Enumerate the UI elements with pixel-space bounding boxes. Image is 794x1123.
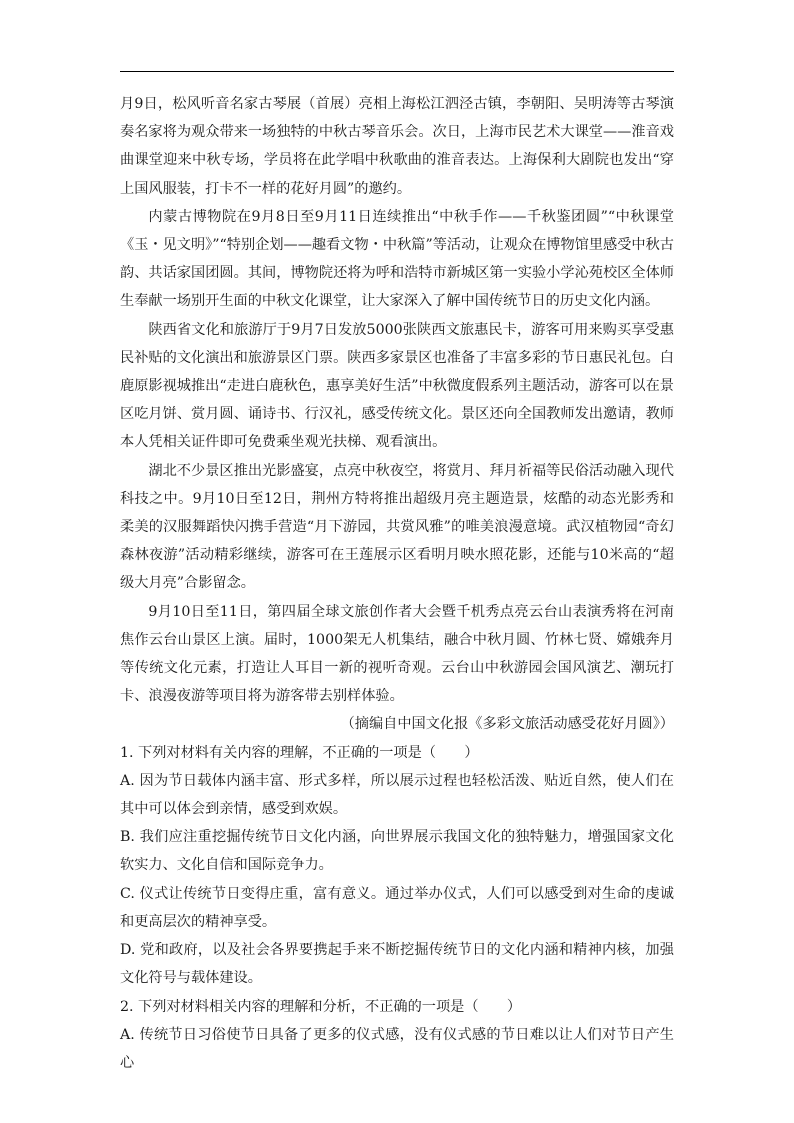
question-1-option-c: C. 仪式让传统节日变得庄重，富有意义。通过举办仪式，人们可以感受到对生命的虔诚和更高层次的精神享受。 [120, 885, 674, 930]
question-2-option-a: A. 传统节日习俗使节日具备了更多的仪式感，没有仪式感的节日难以让人们对节日产生心 [120, 1026, 674, 1071]
paragraph-shaanxi: 陕西省文化和旅游厅于9月7日发放5000张陕西文旅惠民卡，游客可用来购买享受惠民补贴的文化演出和旅游景区门票。陕西多家景区也准备了丰富多彩的节日惠民礼包。白鹿原影视城推出“走进白鹿秋色，惠享美好生活”中秋微度假系列主题活动，游客可以在景区吃月饼、赏月圆、诵诗书、行汉礼，感受传统文化。景区还向全国教师发出邀请，教师本人凭相关证件即可免费乘坐观光扶梯、观看演出。 [120, 321, 674, 451]
header-rule [120, 71, 674, 72]
paragraph-hubei: 湖北不少景区推出光影盛宴，点亮中秋夜空，将赏月、拜月祈福等民俗活动融入现代科技之中。9月10日至12日，荆州方特将推出超级月亮主题造景，炫酷的动态光影秀和柔美的汉服舞蹈快闪携手营造“月下游园，共赏风雅”的唯美浪漫意境。武汉植物园“奇幻森林夜游”活动精彩继续，游客可在王莲展示区看明月映水照花影，还能与10米高的“超级大月亮”合影留念。 [120, 462, 674, 592]
question-1-option-a: A. 因为节日载体内涵丰富、形式多样，所以展示过程也轻松活泼、贴近自然，使人们在其中可以体会到亲情，感受到欢娱。 [120, 772, 674, 818]
question-1-option-d: D. 党和政府，以及社会各界要携起手来不断挖掘传统节日的文化内涵和精神内核，加强文化符号与载体建设。 [120, 942, 674, 987]
article-body [120, 90, 674, 1077]
paragraph-inner-mongolia: 内蒙古博物院在9月8日至9月11日连续推出“中秋手作——千秋鉴团圆”“中秋课堂《玉・见文明》”“特别企划——趣看文物・中秋篇”等活动，让观众在博物馆里感受中秋古韵、共话家国团圆。其间，博物院还将为呼和浩特市新城区第一实验小学沁苑校区全体师生奉献一场别开生面的中秋文化课堂，让大家深入了解中国传统节日的历史文化内涵。 [120, 208, 674, 310]
question-1-stem: 1. 下列对材料有关内容的理解，不正确的一项是（ ） [120, 744, 479, 761]
question-1-option-b: B. 我们应注重挖掘传统节日文化内涵，向世界展示我国文化的独特魅力，增强国家文化软实力、文化自信和国际竞争力。 [120, 829, 674, 874]
article-source: （摘编自中国文化报《多彩文旅活动感受花好月圆》） [340, 716, 674, 733]
question-2-stem: 2. 下列对材料相关内容的理解和分析，不正确的一项是（ ） [120, 998, 522, 1015]
paragraph-henan: 9月10日至11日，第四届全球文旅创作者大会暨千机秀点亮云台山表演秀将在河南焦作云台山景区上演。届时，1000架无人机集结，融合中秋月圆、竹林七贤、嫦娥奔月等传统文化元素，打造让人耳目一新的视听奇观。云台山中秋游园会国风演艺、潮玩打卡、浪漫夜游等项目将为游客带去别样体验。 [120, 603, 674, 705]
paragraph-shanghai: 月9日，松风听音名家古琴展（首展）亮相上海松江泗泾古镇，李朝阳、吴明涛等古琴演奏名家将为观众带来一场独特的中秋古琴音乐会。次日，上海市民艺术大课堂——淮音戏曲课堂迎来中秋专场，学员将在此学唱中秋歌曲的淮音表达。上海保利大剧院也发出“穿上国风服装，打卡不一样的花好月圆”的邀约。 [120, 96, 674, 197]
